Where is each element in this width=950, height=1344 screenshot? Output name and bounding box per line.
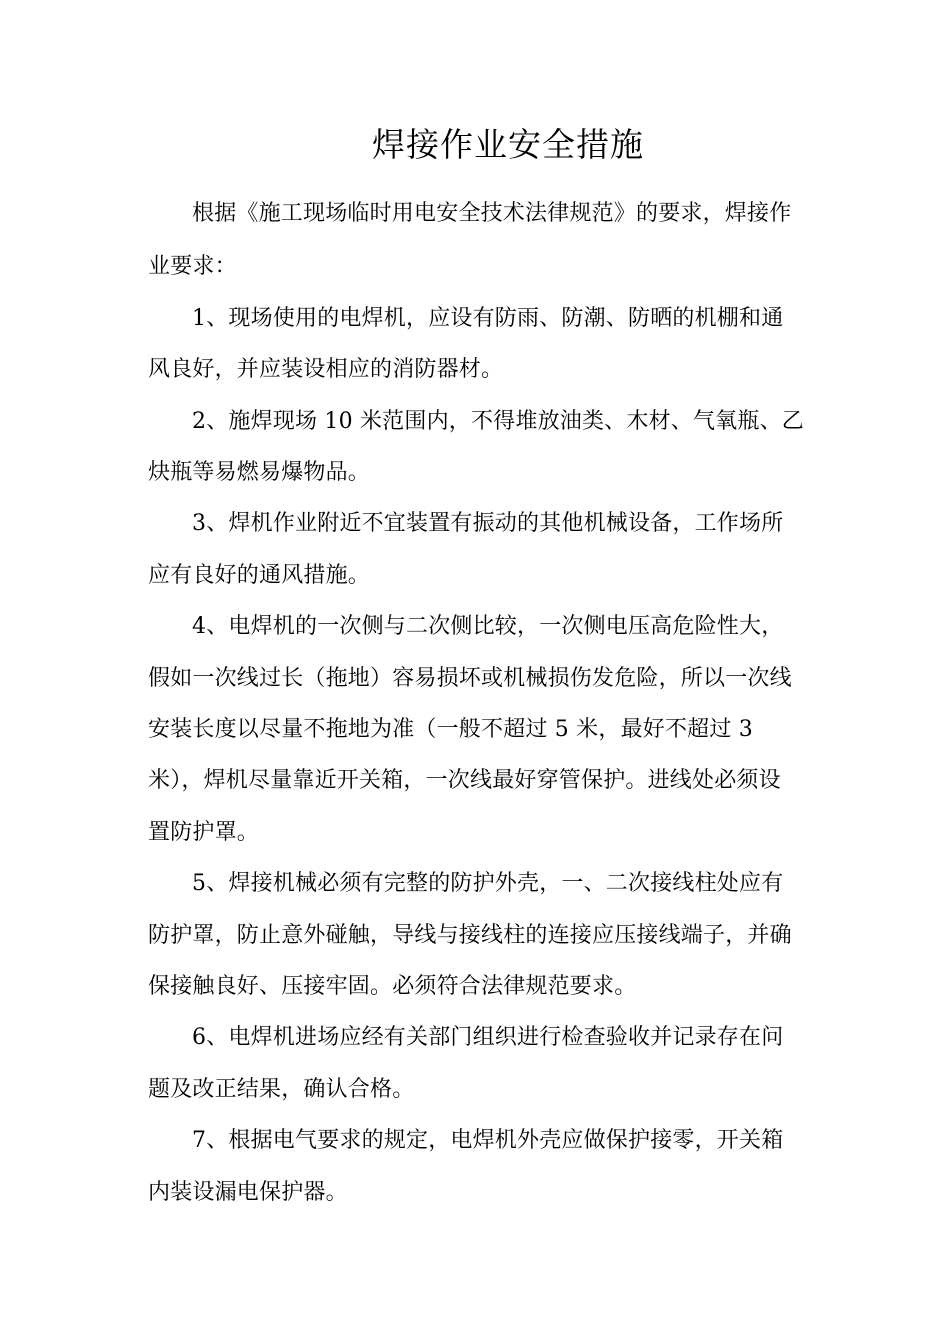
paragraph-intro-line-1: 根据《施工现场临时用电安全技术法律规范》的要求，焊接作 — [192, 201, 792, 226]
paragraph-item-2-line-1: 2、施焊现场 10 米范围内，不得堆放油类、木材、气氧瓶、乙 — [192, 409, 804, 434]
paragraph-item-5-line-2: 防护罩，防止意外碰触，导线与接线柱的连接应压接线端子，并确 — [148, 923, 792, 948]
paragraph-item-7-line-2: 内装设漏电保护器。 — [148, 1180, 348, 1205]
paragraph-item-4-line-5: 置防护罩。 — [148, 820, 260, 845]
paragraph-item-3-line-2: 应有良好的通风措施。 — [148, 563, 371, 588]
paragraph-item-4-line-2: 假如一次线过长（拖地）容易损坏或机械损伤发危险，所以一次线 — [148, 666, 792, 691]
paragraph-item-6-line-1: 6、电焊机进场应经有关部门组织进行检查验收并记录存在问 — [192, 1025, 784, 1050]
paragraph-item-4-line-4: 米），焊机尽量靠近开关箱，一次线最好穿管保护。进线处必须设 — [148, 768, 781, 793]
paragraph-item-7-line-1: 7、根据电气要求的规定，电焊机外壳应做保护接零，开关箱 — [192, 1128, 784, 1153]
paragraph-item-2-line-2: 炔瓶等易燃易爆物品。 — [148, 460, 371, 485]
paragraph-item-6-line-2: 题及改正结果，确认合格。 — [148, 1077, 415, 1102]
paragraph-item-1-line-1: 1、现场使用的电焊机，应设有防雨、防潮、防晒的机棚和通 — [192, 306, 784, 331]
paragraph-item-5-line-1: 5、焊接机械必须有完整的防护外壳，一、二次接线柱处应有 — [192, 871, 784, 896]
paragraph-item-5-line-3: 保接触良好、压接牢固。必须符合法律规范要求。 — [148, 974, 637, 999]
paragraph-item-4-line-3: 安装长度以尽量不拖地为准（一般不超过 5 米，最好不超过 3 — [148, 717, 753, 742]
paragraph-intro-line-2: 业要求： — [148, 254, 237, 279]
paragraph-item-4-line-1: 4、电焊机的一次侧与二次侧比较，一次侧电压高危险性大， — [192, 614, 784, 639]
paragraph-item-1-line-2: 风良好，并应装设相应的消防器材。 — [148, 357, 504, 382]
paragraph-item-3-line-1: 3、焊机作业附近不宜装置有振动的其他机械设备，工作场所 — [192, 511, 784, 536]
document-title: 焊接作业安全措施 — [372, 125, 644, 164]
